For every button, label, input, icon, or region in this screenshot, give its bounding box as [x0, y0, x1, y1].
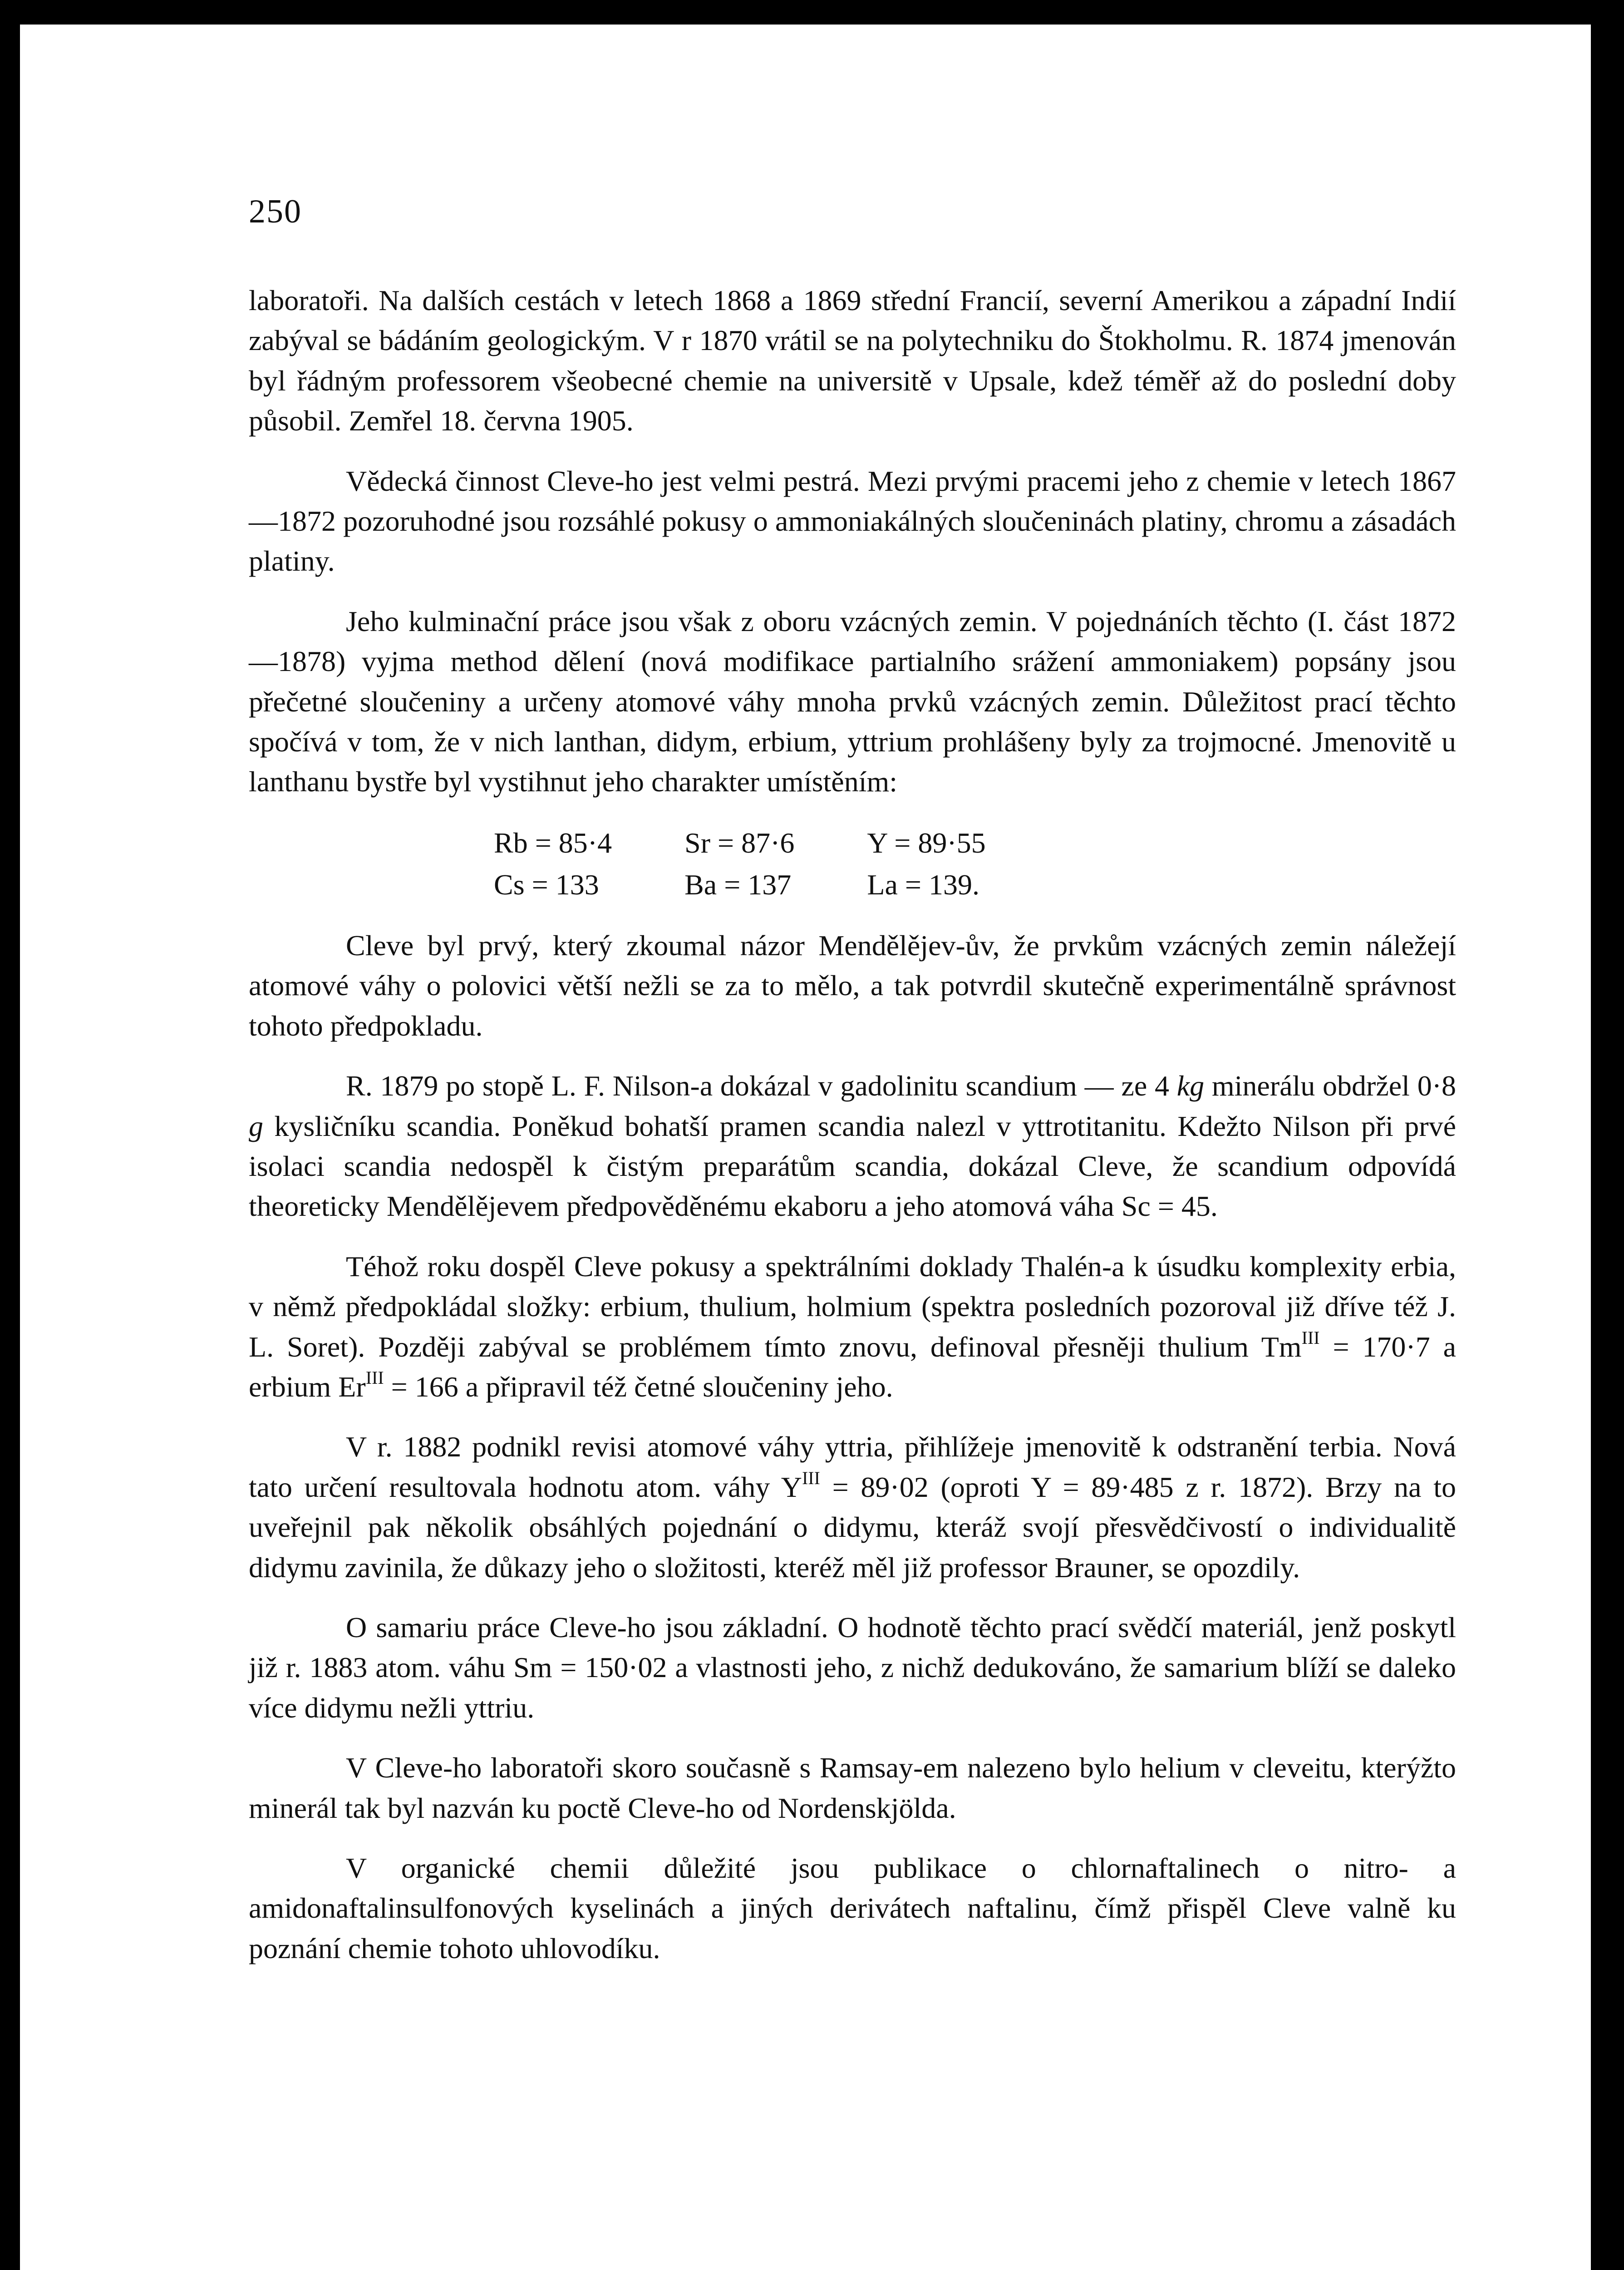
paragraph-6-text-a: Téhož roku dospěl Cleve pokusy a spektrálními doklady Thalén-a k úsudku komplexity erbia, v němž předpokládal složky: erbium, thulium, holmium (spektra posledních pozoroval již dříve též J. L. Soret). Později zabýval se problémem tímto znovu, definoval přesněji thulium Tm: [249, 1250, 1456, 1363]
equation-sr: Sr = 87·6: [684, 826, 795, 859]
paragraph-7: [249, 1427, 1456, 1588]
equation-ba: Ba = 137: [684, 868, 792, 901]
paragraph-10: V organické chemii důležité jsou publikace o chlornaftalinech o nitro- a amidonaftalinsulfonových kyselinách a jiných derivátech naftalinu, čímž přispěl Cleve valně ku poznání chemie tohoto uhlovodíku.: [249, 1852, 1456, 1964]
superscript-tm: III: [1301, 1327, 1320, 1348]
page-number: 250: [249, 193, 302, 230]
body-text: [249, 281, 1456, 1989]
unit-kg: kg: [1176, 1070, 1205, 1102]
atomic-weights-table: [494, 822, 1058, 906]
paragraph-7-text-a: V r. 1882 podnikl revisi atomové váhy yttria, přihlížeje jmenovitě k odstranění terbia. Nová tato určení resultovala hodnotu atom. váhy Y: [249, 1431, 1456, 1503]
equation-row: [494, 864, 1058, 906]
paragraph-4: Cleve byl prvý, který zkoumal názor Mendělějev-ův, že prvkům vzácných zemin náležejí atomové váhy o polovici větší nežli se za to mělo, a tak potvrdil skutečně experimentálně správnost tohoto předpokladu.: [249, 929, 1456, 1042]
paragraph-5-text-a: R. 1879 po stopě L. F. Nilson-a dokázal v gadolinitu scandium — ze 4: [346, 1070, 1177, 1102]
paragraph-6: [249, 1247, 1456, 1407]
equation-la: La = 139.: [867, 868, 979, 901]
unit-g: g: [249, 1110, 263, 1142]
paragraph-1: laboratoři. Na dalších cestách v letech 1868 a 1869 střední Francií, severní Amerikou a západní Indií zabýval se bádáním geologickým. V r 1870 vrátil se na polytechniku do Štokholmu. R. 1874 jmenován byl řádným professorem všeobecné chemie na universitě v Upsale, kdež téměř až do poslední doby působil. Zemřel 18. června 1905.: [249, 284, 1456, 437]
superscript-er: III: [365, 1367, 384, 1388]
equation-cs: Cs = 133: [494, 868, 599, 901]
paragraph-6-text-c: = 166 a připravil též četné sloučeniny jeho.: [384, 1370, 893, 1403]
equation-y: Y = 89·55: [867, 826, 986, 859]
paragraph-5-text-b: minerálu obdržel 0·8: [1204, 1070, 1457, 1102]
paragraph-5: [249, 1066, 1456, 1227]
paragraph-3: Jeho kulminační práce jsou však z oboru vzácných zemin. V pojednáních těchto (I. část 1872—1878) vyjma method dělení (nová modifikace partialního srážení ammoniakem) popsány jsou přečetné sloučeniny a určeny atomové váhy mnoha prvků vzácných zemin. Důležitost prací těchto spočívá v tom, že v nich lanthan, didym, erbium, yttrium prohlášeny byly za trojmocné. Jmenovitě u lanthanu bystře byl vystihnut jeho charakter umístěním:: [249, 605, 1456, 798]
paragraph-5-text-c: kysličníku scandia. Poněkud bohatší pramen scandia nalezl v yttrotitanitu. Kdežto Nilson při prvé isolaci scandia nedospěl k čistým preparátům scandia, dokázal Cleve, že scandium odpovídá theoreticky Mendělějevem předpověděnému ekaboru a jeho atomová váha Sc = 45.: [249, 1110, 1456, 1223]
equation-row: [494, 822, 1058, 864]
paragraph-6-text-b: = 170·7 a erbium Er: [249, 1330, 1457, 1403]
scanned-page: [20, 25, 1591, 2270]
superscript-y: III: [802, 1467, 820, 1488]
equation-rb: Rb = 85·4: [494, 826, 612, 859]
paragraph-9: V Cleve-ho laboratoři skoro současně s Ramsay-em nalezeno bylo helium v cleveitu, kterýžto minerál tak byl nazván ku poctě Cleve-ho od Nordenskjölda.: [249, 1752, 1456, 1824]
paragraph-8: O samariu práce Cleve-ho jsou základní. O hodnotě těchto prací svědčí materiál, jenž poskytl již r. 1883 atom. váhu Sm = 150·02 a vlastnosti jeho, z nichž dedukováno, že samarium blíží se daleko více didymu nežli yttriu.: [249, 1611, 1456, 1724]
paragraph-7-text-b: = 89·02 (oproti Y = 89·485 z r. 1872). Brzy na to uveřejnil pak několik obsáhlých pojednání o didymu, kteráž svojí přesvědčivostí o individualitě didymu zavinila, že důkazy jeho o složitosti, kteréž měl již professor Brauner, se opozdily.: [249, 1471, 1457, 1584]
paragraph-2: Vědecká činnost Cleve-ho jest velmi pestrá. Mezi prvými pracemi jeho z chemie v letech 1867—1872 pozoruhodné jsou rozsáhlé pokusy o ammoniakálných sloučeninách platiny, chromu a zásadách platiny.: [249, 464, 1456, 577]
